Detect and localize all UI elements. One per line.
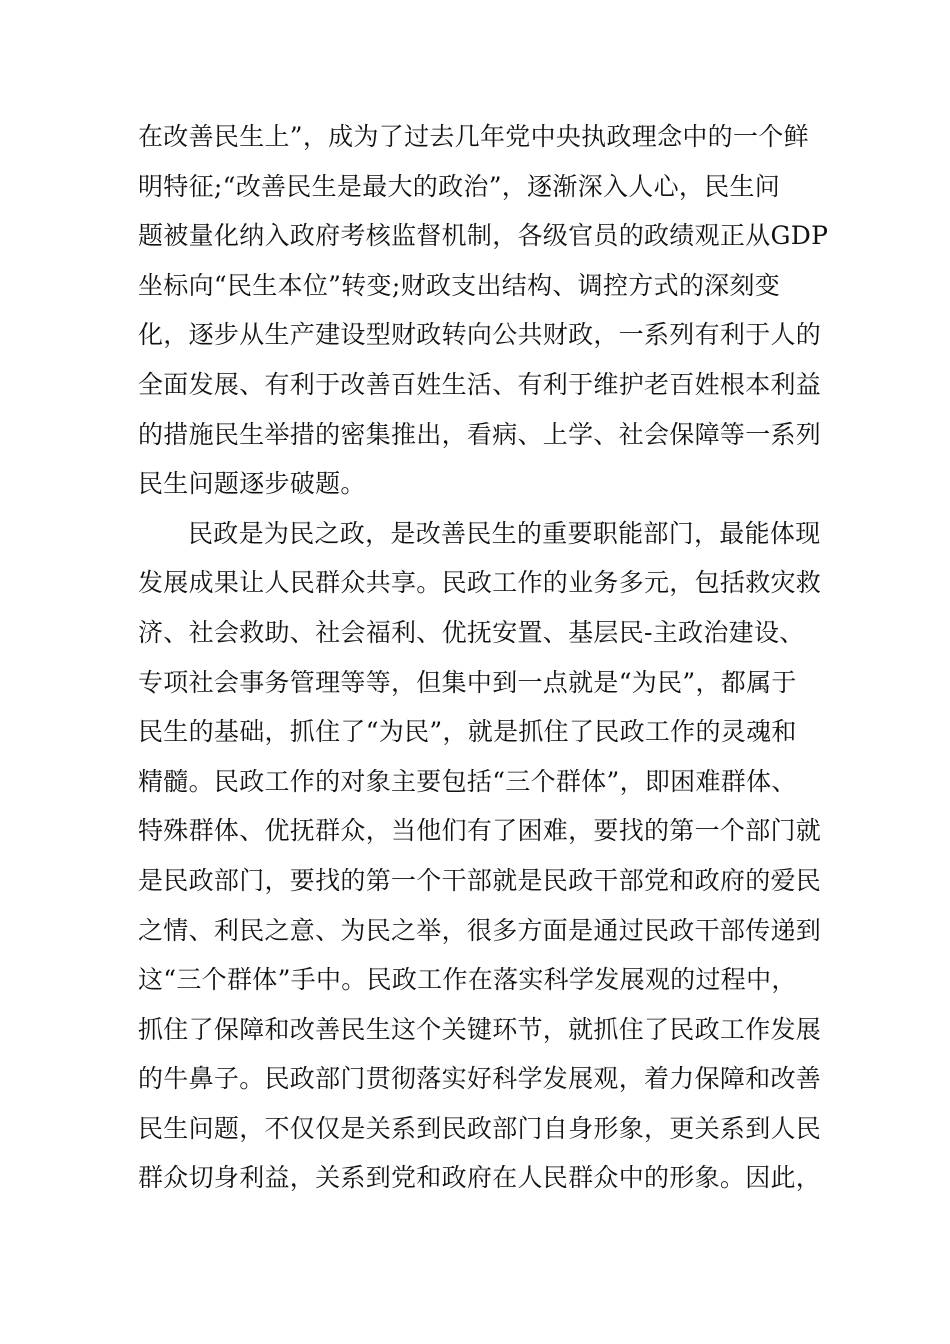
text-line-11: 济、社会救助、社会福利、优抚安置、基层民-主政治建设、 xyxy=(138,617,805,647)
text-line-10: 发展成果让人民群众共享。民政工作的业务多元，包括救灾救 xyxy=(138,568,822,598)
body-text xyxy=(138,112,838,1203)
text-line-7: 的措施民生举措的密集推出，看病、上学、社会保障等一系列 xyxy=(138,419,822,449)
text-line-16: 是民政部门，要找的第一个干部就是民政干部党和政府的爱民 xyxy=(138,865,822,895)
text-line-22: 群众切身利益，关系到党和政府在人民群众中的形象。因此， xyxy=(138,1163,822,1193)
text-line-6: 全面发展、有利于改善百姓生活、有利于维护老百姓根本利益 xyxy=(138,369,822,399)
text-line-18: 这“三个群体”手中。民政工作在落实科学发展观的过程中， xyxy=(138,965,797,995)
text-line-8: 民生问题逐步破题。 xyxy=(138,469,366,499)
text-line-4: 坐标向“民生本位”转变;财政支出结构、调控方式的深刻变 xyxy=(138,270,781,300)
text-line-20: 的牛鼻子。民政部门贯彻落实好科学发展观，着力保障和改善 xyxy=(138,1064,822,1094)
text-line-13: 民生的基础，抓住了“为民”，就是抓住了民政工作的灵魂和 xyxy=(138,717,797,747)
text-line-15: 特殊群体、优抚群众，当他们有了困难，要找的第一个部门就 xyxy=(138,816,822,846)
text-line-3: 题被量化纳入政府考核监督机制，各级官员的政绩观正从GDP xyxy=(138,221,829,251)
text-line-2: 明特征;“改善民生是最大的政治”，逐渐深入人心，民生问 xyxy=(138,171,781,201)
text-line-19: 抓住了保障和改善民生这个关键环节，就抓住了民政工作发展 xyxy=(138,1014,822,1044)
text-line-17: 之情、利民之意、为民之举，很多方面是通过民政干部传递到 xyxy=(138,915,822,945)
text-line-12: 专项社会事务管理等等，但集中到一点就是“为民”，都属于 xyxy=(138,667,797,697)
text-line-1: 在改善民生上”，成为了过去几年党中央执政理念中的一个鲜 xyxy=(138,122,809,151)
text-line-5: 化，逐步从生产建设型财政转向公共财政，一系列有利于人的 xyxy=(138,320,822,350)
text-line-9: 民政是为民之政，是改善民生的重要职能部门，最能体现 xyxy=(188,518,821,548)
text-line-14: 精髓。民政工作的对象主要包括“三个群体”，即困难群体、 xyxy=(138,766,797,796)
text-line-21: 民生问题，不仅仅是关系到民政部门自身形象，更关系到人民 xyxy=(138,1113,822,1143)
